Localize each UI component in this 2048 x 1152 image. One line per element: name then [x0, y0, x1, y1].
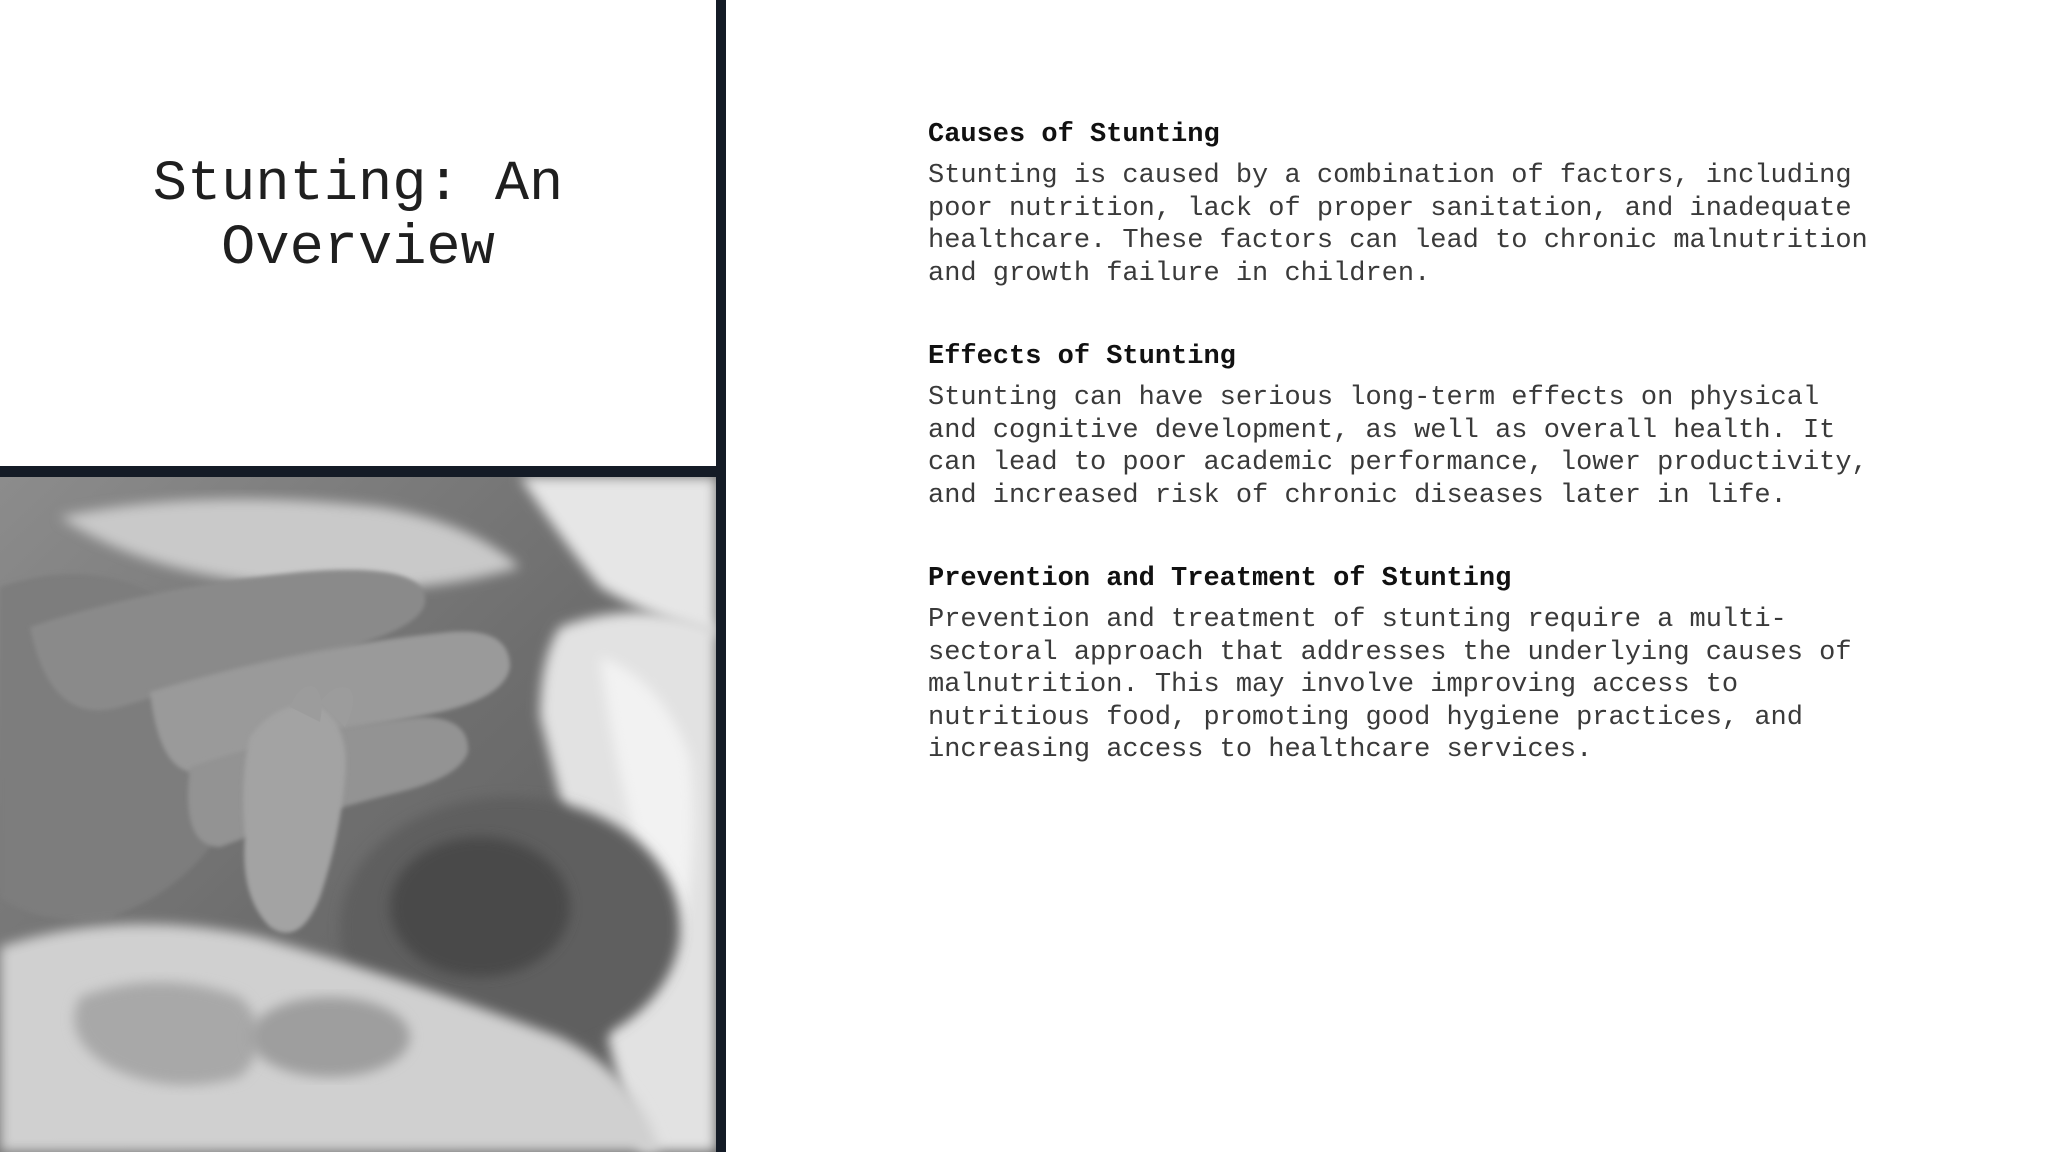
section-prevention	[928, 562, 1868, 767]
section-body: Stunting is caused by a combination of factors, including poor nutrition, lack of proper sanitation, and inadequate healthcare. These factors can lead to chronic malnutrition and growth failure in children.	[928, 161, 1868, 289]
section-heading: Effects of Stunting	[928, 342, 1236, 372]
section-body: Prevention and treatment of stunting require a multi-sectoral approach that addresses the underlying causes of malnutrition. This may involve improving access to nutritious food, promoting good hygiene practices, and increasing access to healthcare services.	[928, 605, 1852, 765]
slide-title: Stunting: An Overview	[152, 153, 564, 281]
section-effects	[928, 340, 1868, 512]
title-panel	[0, 0, 716, 466]
infant-hand-holding-finger-icon	[0, 477, 716, 1152]
content-column	[928, 118, 1868, 817]
vertical-divider	[716, 0, 726, 1152]
horizontal-divider	[0, 466, 726, 477]
section-heading: Causes of Stunting	[928, 120, 1220, 150]
section-causes	[928, 118, 1868, 290]
infant-hand-photo	[0, 477, 716, 1152]
section-body: Stunting can have serious long-term effects on physical and cognitive development, as well as overall health. It can lead to poor academic performance, lower productivity, and increased risk of chronic diseases later in life.	[928, 383, 1868, 511]
section-heading: Prevention and Treatment of Stunting	[928, 564, 1512, 594]
